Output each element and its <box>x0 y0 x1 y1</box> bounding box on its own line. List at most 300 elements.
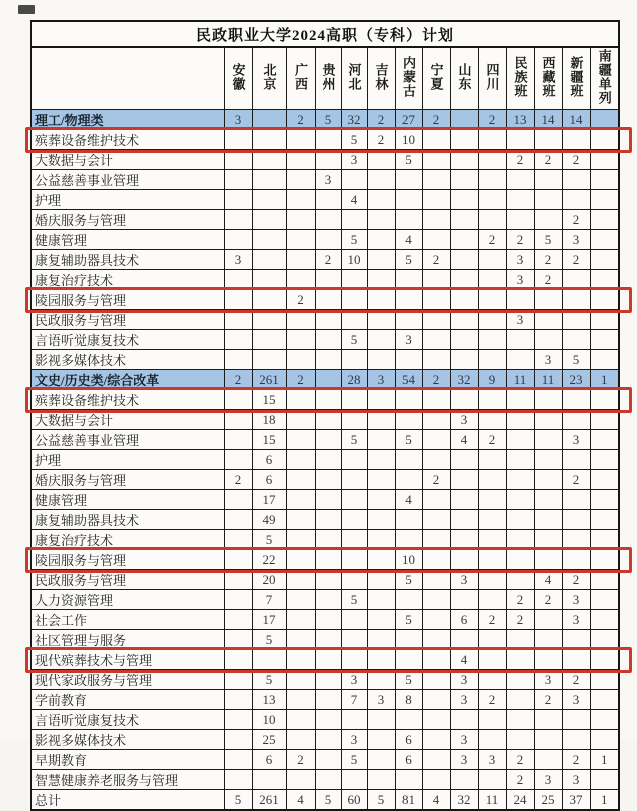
cell <box>315 450 341 470</box>
cell <box>506 170 534 190</box>
cell <box>252 170 286 190</box>
cell <box>367 710 395 730</box>
cell <box>590 350 619 370</box>
cell: 5 <box>341 750 367 770</box>
cell <box>590 550 619 570</box>
table-row <box>31 190 619 210</box>
cell: 25 <box>252 730 286 750</box>
table-row <box>31 430 619 450</box>
row-label: 康复辅助器具技术 <box>31 250 224 270</box>
cell <box>315 550 341 570</box>
cell <box>562 390 590 410</box>
cell <box>534 750 562 770</box>
cell <box>224 590 252 610</box>
cell <box>450 130 478 150</box>
cell <box>590 570 619 590</box>
row-label: 社会工作 <box>31 610 224 630</box>
cell <box>315 690 341 710</box>
cell <box>224 130 252 150</box>
cell: 20 <box>252 570 286 590</box>
cell <box>224 570 252 590</box>
cell: 3 <box>450 690 478 710</box>
row-label: 康复治疗技术 <box>31 270 224 290</box>
cell: 5 <box>534 230 562 250</box>
cell <box>590 330 619 350</box>
cell: 10 <box>252 710 286 730</box>
cell <box>422 650 450 670</box>
cell <box>395 470 422 490</box>
cell <box>422 130 450 150</box>
cell <box>367 330 395 350</box>
table-row <box>31 470 619 490</box>
cell <box>315 650 341 670</box>
column-header-9 <box>450 47 478 110</box>
cell: 2 <box>286 290 315 310</box>
cell <box>478 150 506 170</box>
cell <box>315 530 341 550</box>
cell: 261 <box>252 790 286 811</box>
table-title: 民政职业大学2024高职（专科）计划 <box>31 21 619 47</box>
cell: 2 <box>478 690 506 710</box>
cell <box>224 710 252 730</box>
cell <box>450 250 478 270</box>
row-label: 护理 <box>31 190 224 210</box>
cell <box>590 710 619 730</box>
cell <box>422 350 450 370</box>
cell <box>286 390 315 410</box>
cell: 11 <box>506 370 534 390</box>
row-label: 民政服务与管理 <box>31 310 224 330</box>
cell <box>286 530 315 550</box>
cell <box>478 390 506 410</box>
column-header-14 <box>590 47 619 110</box>
cell <box>478 210 506 230</box>
cell <box>286 510 315 530</box>
cell <box>590 390 619 410</box>
cell <box>562 730 590 750</box>
cell: 6 <box>450 610 478 630</box>
cell: 3 <box>367 690 395 710</box>
cell: 2 <box>286 110 315 130</box>
cell: 4 <box>395 230 422 250</box>
table-row <box>31 230 619 250</box>
cell <box>562 270 590 290</box>
cell <box>315 750 341 770</box>
cell <box>534 210 562 230</box>
column-header-label: 内蒙古 <box>401 55 416 98</box>
table-row <box>31 330 619 350</box>
cell: 3 <box>562 690 590 710</box>
cell <box>315 730 341 750</box>
cell: 3 <box>450 730 478 750</box>
column-header-label: 河北 <box>346 62 362 91</box>
cell <box>286 230 315 250</box>
cell <box>315 570 341 590</box>
cell: 5 <box>562 350 590 370</box>
cell <box>367 150 395 170</box>
cell <box>286 310 315 330</box>
cell <box>534 170 562 190</box>
cell <box>422 290 450 310</box>
cell: 11 <box>478 790 506 811</box>
cell <box>252 310 286 330</box>
table-row <box>31 710 619 730</box>
column-header-13 <box>562 47 590 110</box>
table-row <box>31 250 619 270</box>
cell <box>422 310 450 330</box>
column-header-6 <box>367 47 395 110</box>
cell <box>450 470 478 490</box>
table-row <box>31 490 619 510</box>
cell: 28 <box>341 370 367 390</box>
cell <box>450 350 478 370</box>
title-row <box>31 21 619 47</box>
cell <box>341 770 367 790</box>
table-row <box>31 610 619 630</box>
cell <box>478 630 506 650</box>
cell <box>395 190 422 210</box>
cell <box>562 710 590 730</box>
column-header-5 <box>341 47 367 110</box>
cell: 3 <box>562 590 590 610</box>
cell <box>367 730 395 750</box>
cell: 3 <box>315 170 341 190</box>
cell: 17 <box>252 490 286 510</box>
cell <box>534 130 562 150</box>
cell <box>367 530 395 550</box>
cell <box>450 550 478 570</box>
cell <box>224 690 252 710</box>
cell: 6 <box>252 470 286 490</box>
row-label: 陵园服务与管理 <box>31 550 224 570</box>
cell: 1 <box>590 790 619 811</box>
row-label: 公益慈善事业管理 <box>31 430 224 450</box>
cell <box>478 490 506 510</box>
cell: 2 <box>315 250 341 270</box>
row-label: 言语听觉康复技术 <box>31 330 224 350</box>
cell: 2 <box>534 250 562 270</box>
cell <box>286 730 315 750</box>
cell <box>367 550 395 570</box>
cell <box>590 490 619 510</box>
cell: 6 <box>252 450 286 470</box>
cell <box>422 330 450 350</box>
cell <box>562 190 590 210</box>
row-label: 大数据与会计 <box>31 150 224 170</box>
cell <box>341 290 367 310</box>
cell <box>224 730 252 750</box>
cell <box>422 750 450 770</box>
cell <box>422 770 450 790</box>
row-label: 早期教育 <box>31 750 224 770</box>
cell <box>252 350 286 370</box>
cell <box>367 570 395 590</box>
cell <box>478 170 506 190</box>
row-label: 殡葬设备维护技术 <box>31 130 224 150</box>
cell <box>478 310 506 330</box>
cell <box>590 630 619 650</box>
cell: 2 <box>286 370 315 390</box>
cell <box>478 190 506 210</box>
cell <box>286 590 315 610</box>
cell: 32 <box>341 110 367 130</box>
cell <box>224 410 252 430</box>
row-label: 陵园服务与管理 <box>31 290 224 310</box>
cell <box>590 190 619 210</box>
cell <box>367 490 395 510</box>
row-label-header <box>31 47 224 110</box>
cell <box>224 350 252 370</box>
cell: 1 <box>590 370 619 390</box>
cell: 2 <box>422 370 450 390</box>
table-row <box>31 170 619 190</box>
cell <box>422 150 450 170</box>
cell <box>341 390 367 410</box>
cell <box>315 190 341 210</box>
cell <box>422 690 450 710</box>
cell <box>450 710 478 730</box>
cell <box>341 470 367 490</box>
cell <box>478 730 506 750</box>
table-row <box>31 670 619 690</box>
cell: 5 <box>341 590 367 610</box>
cell: 2 <box>506 770 534 790</box>
cell <box>478 590 506 610</box>
column-header-12 <box>534 47 562 110</box>
cell <box>422 430 450 450</box>
cell <box>590 470 619 490</box>
cell <box>315 150 341 170</box>
cell <box>367 190 395 210</box>
cell <box>422 730 450 750</box>
table-row <box>31 570 619 590</box>
cell <box>478 550 506 570</box>
cell: 15 <box>252 390 286 410</box>
cell: 3 <box>450 410 478 430</box>
cell <box>590 410 619 430</box>
cell: 2 <box>367 110 395 130</box>
cell <box>562 410 590 430</box>
row-label: 康复辅助器具技术 <box>31 510 224 530</box>
highlighted-row <box>31 390 619 410</box>
cell <box>286 190 315 210</box>
cell <box>478 670 506 690</box>
cell <box>534 630 562 650</box>
cell: 3 <box>562 610 590 630</box>
cell: 2 <box>534 150 562 170</box>
cell <box>534 490 562 510</box>
cell <box>367 430 395 450</box>
column-header-8 <box>422 47 450 110</box>
cell <box>422 210 450 230</box>
cell <box>450 230 478 250</box>
cell: 2 <box>534 270 562 290</box>
table-row <box>31 730 619 750</box>
cell <box>341 650 367 670</box>
cell <box>286 670 315 690</box>
table-row <box>31 150 619 170</box>
cell: 5 <box>252 670 286 690</box>
column-header-label: 新疆班 <box>568 55 584 98</box>
cell <box>590 150 619 170</box>
cell <box>422 510 450 530</box>
cell <box>534 530 562 550</box>
cell: 2 <box>422 470 450 490</box>
cell <box>224 550 252 570</box>
cell <box>315 410 341 430</box>
cell <box>341 310 367 330</box>
cell: 25 <box>534 790 562 811</box>
cell <box>286 270 315 290</box>
cell: 5 <box>315 790 341 811</box>
cell <box>506 730 534 750</box>
cell <box>562 450 590 470</box>
column-header-label: 宁夏 <box>428 62 444 91</box>
cell: 3 <box>506 270 534 290</box>
column-header-label: 广西 <box>293 62 308 91</box>
cell <box>534 470 562 490</box>
cell <box>562 630 590 650</box>
cell: 49 <box>252 510 286 530</box>
cell: 5 <box>367 790 395 811</box>
cell <box>506 630 534 650</box>
column-header-3 <box>286 47 315 110</box>
cell: 2 <box>534 690 562 710</box>
cell <box>367 470 395 490</box>
row-label: 现代殡葬技术与管理 <box>31 650 224 670</box>
row-label: 民政服务与管理 <box>31 570 224 590</box>
cell <box>341 270 367 290</box>
cell <box>450 490 478 510</box>
cell <box>395 630 422 650</box>
cell: 3 <box>478 750 506 770</box>
cell: 5 <box>341 430 367 450</box>
cell: 3 <box>506 250 534 270</box>
cell <box>315 390 341 410</box>
cell <box>562 650 590 670</box>
cell <box>478 450 506 470</box>
cell: 2 <box>562 250 590 270</box>
cell <box>395 710 422 730</box>
row-label: 影视多媒体技术 <box>31 350 224 370</box>
cell <box>341 550 367 570</box>
cell <box>422 710 450 730</box>
row-label: 现代家政服务与管理 <box>31 670 224 690</box>
cell: 7 <box>252 590 286 610</box>
cell <box>286 470 315 490</box>
cell <box>534 450 562 470</box>
cell <box>252 290 286 310</box>
cell <box>450 150 478 170</box>
cell <box>252 770 286 790</box>
cell <box>534 330 562 350</box>
cell <box>315 490 341 510</box>
cell <box>367 270 395 290</box>
cell <box>478 350 506 370</box>
cell <box>224 270 252 290</box>
cell <box>286 490 315 510</box>
cell <box>252 110 286 130</box>
cell: 2 <box>562 570 590 590</box>
cell: 14 <box>562 110 590 130</box>
cell: 5 <box>341 230 367 250</box>
cell <box>478 250 506 270</box>
cell <box>224 290 252 310</box>
cell: 13 <box>506 110 534 130</box>
cell <box>252 230 286 250</box>
table-row <box>31 270 619 290</box>
cell <box>367 350 395 370</box>
cell <box>341 510 367 530</box>
cell <box>478 330 506 350</box>
cell <box>315 630 341 650</box>
cell <box>450 110 478 130</box>
cell: 60 <box>341 790 367 811</box>
cell: 15 <box>252 430 286 450</box>
row-label: 公益慈善事业管理 <box>31 170 224 190</box>
cell: 2 <box>422 110 450 130</box>
cell: 27 <box>395 110 422 130</box>
cell <box>286 450 315 470</box>
cell <box>478 510 506 530</box>
column-header-label: 安徽 <box>230 62 246 91</box>
cell <box>590 450 619 470</box>
cell <box>367 210 395 230</box>
cell: 2 <box>534 590 562 610</box>
cell: 4 <box>422 790 450 811</box>
cell: 3 <box>341 670 367 690</box>
cell <box>450 290 478 310</box>
cell <box>534 390 562 410</box>
cell <box>450 190 478 210</box>
cell <box>315 470 341 490</box>
cell: 5 <box>252 630 286 650</box>
cell <box>562 510 590 530</box>
cell: 32 <box>450 370 478 390</box>
cell: 3 <box>450 570 478 590</box>
cell <box>395 410 422 430</box>
cell <box>224 510 252 530</box>
table-row <box>31 530 619 550</box>
cell <box>224 330 252 350</box>
cell <box>450 270 478 290</box>
cell: 4 <box>395 490 422 510</box>
cell <box>367 230 395 250</box>
cell <box>590 590 619 610</box>
cell: 2 <box>506 750 534 770</box>
cell <box>224 630 252 650</box>
cell <box>478 770 506 790</box>
cell <box>367 750 395 770</box>
cell <box>422 570 450 590</box>
cell <box>478 470 506 490</box>
cell <box>422 170 450 190</box>
cell: 5 <box>395 570 422 590</box>
cell: 3 <box>562 430 590 450</box>
cell <box>224 610 252 630</box>
cell: 22 <box>252 550 286 570</box>
column-header-label: 北京 <box>261 62 277 91</box>
cell <box>506 290 534 310</box>
cell <box>422 230 450 250</box>
column-header-label: 西藏班 <box>540 55 556 98</box>
cell <box>422 610 450 630</box>
cell: 5 <box>395 610 422 630</box>
cell <box>422 530 450 550</box>
row-label: 学前教育 <box>31 690 224 710</box>
cell: 261 <box>252 370 286 390</box>
cell <box>534 710 562 730</box>
